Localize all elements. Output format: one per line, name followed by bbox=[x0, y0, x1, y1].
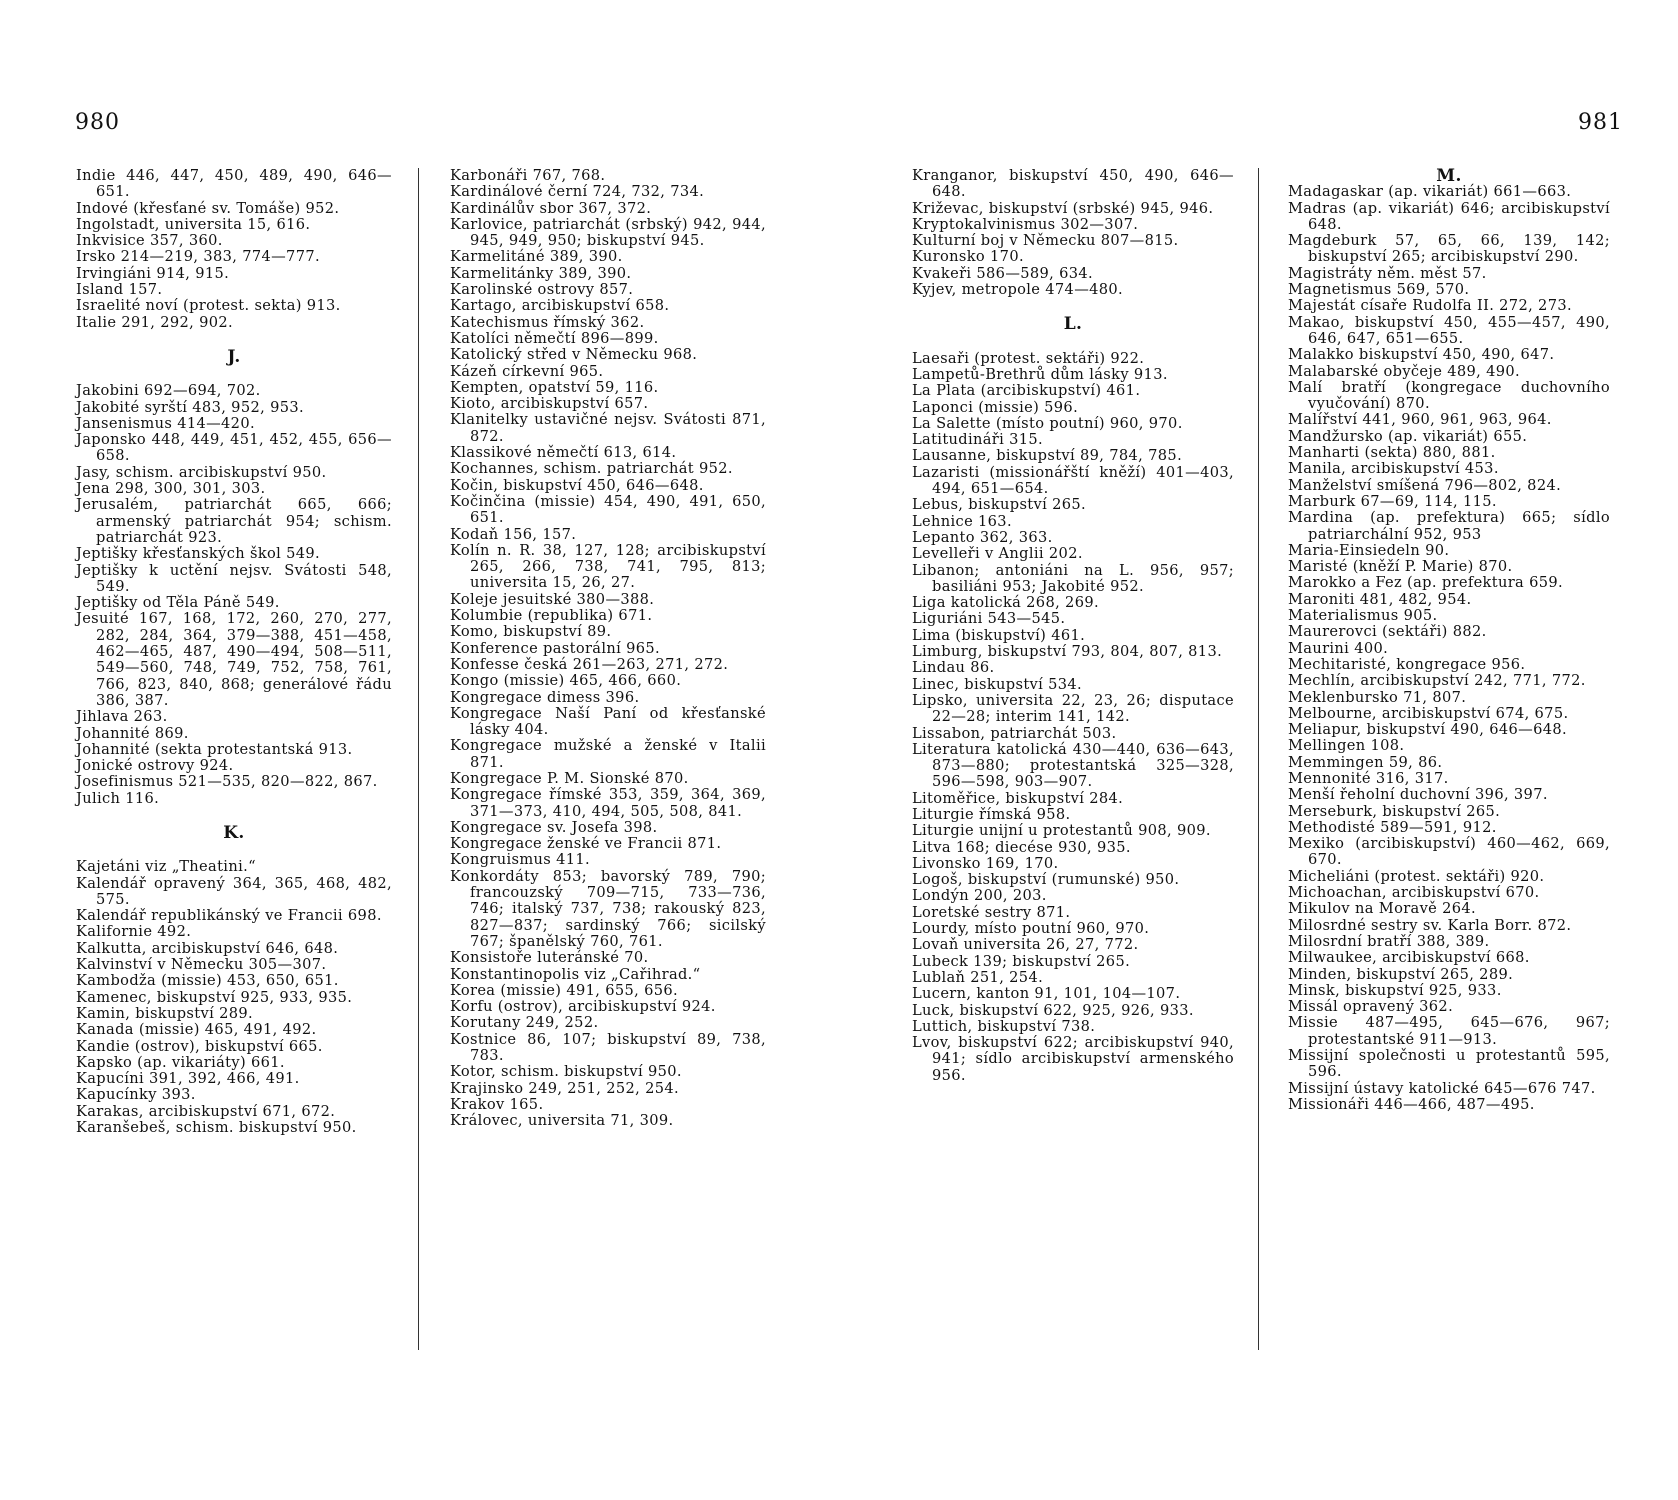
index-entry: Liga katolická 268, 269. bbox=[912, 594, 1099, 612]
index-entry: Magdeburk 57, 65, 66, 139, 142; biskupství 265; arcibiskupství 290. bbox=[1288, 232, 1610, 266]
page-number-right: 981 bbox=[1578, 110, 1623, 135]
index-entry: Kamin, biskupství 289. bbox=[76, 1004, 253, 1022]
index-entry: Indové (křesťané sv. Tomáše) 952. bbox=[76, 199, 340, 217]
index-entry: Lindau 86. bbox=[912, 659, 995, 677]
index-entry: Loretské sestry 871. bbox=[912, 903, 1071, 921]
index-entry: Merseburk, biskupství 265. bbox=[1288, 802, 1501, 820]
index-entry: Kempten, opatství 59, 116. bbox=[450, 378, 659, 396]
index-entry: Methodisté 589—591, 912. bbox=[1288, 818, 1497, 836]
index-entry: Johannité 869. bbox=[76, 724, 189, 742]
index-entry: Minsk, biskupství 925, 933. bbox=[1288, 981, 1502, 999]
index-entry: Konfesse česká 261—263, 271, 272. bbox=[450, 655, 729, 673]
index-entry: Kulturní boj v Německu 807—815. bbox=[912, 232, 1179, 250]
index-entry: Kochannes, schism. patriarchát 952. bbox=[450, 460, 733, 478]
index-entry: Luck, biskupství 622, 925, 926, 933. bbox=[912, 1001, 1194, 1019]
index-entry: Logoš, biskupství (rumunské) 950. bbox=[912, 871, 1180, 889]
index-entry: Manharti (sekta) 880, 881. bbox=[1288, 444, 1496, 462]
index-entry: Kambodža (missie) 453, 650, 651. bbox=[76, 972, 339, 990]
index-entry: Kongruismus 411. bbox=[450, 851, 591, 869]
index-entry: Kalendář opravený 364, 365, 468, 482, 575. bbox=[76, 874, 392, 908]
index-entry: Maurini 400. bbox=[1288, 639, 1389, 657]
index-entry: Liguriáni 543—545. bbox=[912, 610, 1066, 628]
index-entry: Križevac, biskupství (srbské) 945, 946. bbox=[912, 199, 1214, 217]
index-entry: Maroniti 481, 482, 954. bbox=[1288, 590, 1472, 608]
index-entry: Milosrdné sestry sv. Karla Borr. 872. bbox=[1288, 916, 1572, 934]
index-entry: Kajetáni viz „Theatini.“ bbox=[76, 858, 256, 876]
index-entry: Kalkutta, arcibiskupství 646, 648. bbox=[76, 939, 339, 957]
index-entry: Magnetismus 569, 570. bbox=[1288, 281, 1470, 299]
index-entry: Jena 298, 300, 301, 303. bbox=[76, 480, 266, 498]
index-entry: Kuronsko 170. bbox=[912, 248, 1024, 266]
index-entry: Karolinské ostrovy 857. bbox=[450, 281, 634, 299]
page-number-left: 980 bbox=[75, 110, 120, 135]
index-entry: Karmelitánky 389, 390. bbox=[450, 264, 632, 282]
index-entry: Kongregace P. M. Sionské 870. bbox=[450, 769, 689, 787]
index-entry: Lipsko, universita 22, 23, 26; disputace 22—28; interim 141, 142. bbox=[912, 691, 1234, 726]
index-entry: Jakobini 692—694, 702. bbox=[76, 382, 261, 400]
index-entry: Malí bratří (kongregace duchovního vyučování) 870. bbox=[1288, 378, 1610, 413]
index-entry: Kongo (missie) 465, 466, 660. bbox=[450, 672, 682, 690]
index-entry: Missál opravený 362. bbox=[1288, 998, 1454, 1016]
index-entry: Limburg, biskupství 793, 804, 807, 813. bbox=[912, 643, 1223, 661]
index-entry: Jeptišky křesťanských škol 549. bbox=[76, 545, 321, 563]
index-entry: Jasy, schism. arcibiskupství 950. bbox=[76, 463, 327, 481]
index-entry: La Plata (arcibiskupství) 461. bbox=[912, 382, 1141, 400]
index-entry: Missie 487—495, 645—676, 967; protestantské 911—913. bbox=[1288, 1014, 1610, 1048]
index-entry: Lima (biskupství) 461. bbox=[912, 626, 1086, 644]
index-entry: Lucern, kanton 91, 101, 104—107. bbox=[912, 985, 1181, 1003]
index-entry: Melbourne, arcibiskupství 674, 675. bbox=[1288, 704, 1569, 722]
index-entry: Levelleři v Anglii 202. bbox=[912, 545, 1083, 563]
index-entry: Marburk 67—69, 114, 115. bbox=[1288, 492, 1497, 510]
index-entry: Manželství smíšená 796—802, 824. bbox=[1288, 476, 1562, 494]
index-entry: Kalvinství v Německu 305—307. bbox=[76, 956, 327, 974]
index-entry: Kryptokalvinismus 302—307. bbox=[912, 215, 1139, 233]
index-entry: Josefinismus 521—535, 820—822, 867. bbox=[76, 773, 378, 791]
index-entry: Magistráty něm. měst 57. bbox=[1288, 264, 1487, 282]
index-entry: Materialismus 905. bbox=[1288, 607, 1438, 625]
index-entry: Královec, universita 71, 309. bbox=[450, 1112, 674, 1130]
index-entry: Litva 168; diecése 930, 935. bbox=[912, 838, 1131, 856]
index-entry: Lepanto 362, 363. bbox=[912, 528, 1053, 546]
index-entry: Micheliáni (protest. sektáři) 920. bbox=[1288, 867, 1545, 885]
index-entry: Kongregace římské 353, 359, 364, 369, 371—373, 410, 494, 505, 508, 841. bbox=[450, 786, 766, 820]
index-entry: Kolumbie (republika) 671. bbox=[450, 607, 653, 625]
index-entry: Kamenec, biskupství 925, 933, 935. bbox=[76, 988, 353, 1006]
index-entry: Kongregace Naší Paní od křesťanské lásky 404. bbox=[450, 704, 766, 739]
index-entry: Italie 291, 292, 902. bbox=[76, 313, 234, 331]
index-entry: Katechismus římský 362. bbox=[450, 313, 645, 331]
index-entry: Lazaristi (missionářští kněží) 401—403, 494, 651—654. bbox=[912, 463, 1234, 498]
index-entry: Island 157. bbox=[76, 281, 163, 299]
index-entry: Memmingen 59, 86. bbox=[1288, 753, 1443, 771]
index-entry: Luttich, biskupství 738. bbox=[912, 1017, 1096, 1035]
index-entry: Karanšebeš, schism. biskupství 950. bbox=[76, 1119, 357, 1137]
section-letter-heading: L. bbox=[1063, 314, 1083, 335]
index-entry: Londýn 200, 203. bbox=[912, 887, 1047, 905]
index-entry: Latitudináři 315. bbox=[912, 431, 1044, 449]
index-entry: Kázeň církevní 965. bbox=[450, 362, 604, 380]
index-entry: Komo, biskupství 89. bbox=[450, 623, 612, 641]
index-entry: Lausanne, biskupství 89, 784, 785. bbox=[912, 447, 1183, 465]
index-entry: Lovaň universita 26, 27, 772. bbox=[912, 936, 1139, 954]
index-entry: Missijní ústavy katolické 645—676 747. bbox=[1288, 1079, 1596, 1097]
index-entry: Lourdy, místo poutní 960, 970. bbox=[912, 920, 1150, 938]
index-entry: Minden, biskupství 265, 289. bbox=[1288, 965, 1514, 983]
index-entry: Konsistoře luteránské 70. bbox=[450, 949, 649, 967]
index-entry: Madagaskar (ap. vikariát) 661—663. bbox=[1288, 183, 1572, 201]
index-entry: Milwaukee, arcibiskupství 668. bbox=[1288, 949, 1530, 967]
index-entry: Irvingiáni 914, 915. bbox=[76, 264, 230, 282]
index-entry: Majestát císaře Rudolfa II. 272, 273. bbox=[1288, 297, 1572, 315]
index-entry: Linec, biskupství 534. bbox=[912, 675, 1083, 693]
index-entry: Malabarské obyčeje 489, 490. bbox=[1288, 362, 1521, 380]
column-divider-left bbox=[418, 168, 419, 1350]
index-entry: Missionáři 446—466, 487—495. bbox=[1288, 1095, 1535, 1113]
index-entry: Korea (missie) 491, 655, 656. bbox=[450, 981, 678, 999]
index-entry: Japonsko 448, 449, 451, 452, 455, 656—658. bbox=[76, 431, 392, 465]
index-entry: Karlovice, patriarchát (srbský) 942, 944, 945, 949, 950; biskupství 945. bbox=[450, 215, 766, 250]
index-entry: Mechitaristé, kongregace 956. bbox=[1288, 655, 1526, 673]
index-entry: Mennonité 316, 317. bbox=[1288, 769, 1449, 787]
index-entry: Kardinálové černí 724, 732, 734. bbox=[450, 183, 705, 201]
index-entry: Lehnice 163. bbox=[912, 512, 1012, 530]
index-entry: Meliapur, biskupství 490, 646—648. bbox=[1288, 721, 1567, 739]
index-entry: Kvakeři 586—589, 634. bbox=[912, 264, 1094, 282]
index-entry: Krajinsko 249, 251, 252, 254. bbox=[450, 1079, 679, 1097]
index-entry: Julich 116. bbox=[76, 789, 160, 807]
index-entry: Krakov 165. bbox=[450, 1095, 544, 1113]
index-column-2 bbox=[450, 168, 766, 1130]
index-entry: Kodaň 156, 157. bbox=[450, 525, 577, 543]
index-entry: Liturgie unijní u protestantů 908, 909. bbox=[912, 822, 1211, 840]
index-entry: Laponci (missie) 596. bbox=[912, 398, 1079, 416]
index-entry: Katolický střed v Německu 968. bbox=[450, 346, 698, 364]
index-entry: Kongregace sv. Josefa 398. bbox=[450, 818, 658, 836]
index-entry: Jonické ostrovy 924. bbox=[76, 757, 234, 775]
section-letter-heading: J. bbox=[227, 346, 241, 367]
index-entry: Ingolstadt, universita 15, 616. bbox=[76, 215, 311, 233]
column-divider-right bbox=[1258, 168, 1259, 1350]
index-entry: La Salette (místo poutní) 960, 970. bbox=[912, 414, 1183, 432]
index-entry: Kongregace dimess 396. bbox=[450, 688, 640, 706]
index-entry: Kapsko (ap. vikariáty) 661. bbox=[76, 1053, 285, 1071]
index-entry: Jansenismus 414—420. bbox=[76, 414, 255, 432]
index-entry: Marokko a Fez (ap. prefektura 659. bbox=[1288, 574, 1563, 592]
index-entry: Laesaři (protest. sektáři) 922. bbox=[912, 349, 1145, 367]
index-entry: Jakobité syrští 483, 952, 953. bbox=[76, 398, 304, 416]
index-entry: Johannité (sekta protestantská 913. bbox=[76, 740, 353, 758]
index-entry: Lebus, biskupství 265. bbox=[912, 496, 1087, 514]
index-entry: Kandie (ostrov), biskupství 665. bbox=[76, 1037, 323, 1055]
index-column-4 bbox=[1288, 168, 1610, 1113]
index-entry: Kyjev, metropole 474—480. bbox=[912, 281, 1124, 299]
section-letter-heading: M. bbox=[1436, 166, 1462, 186]
index-entry: Maria-Einsiedeln 90. bbox=[1288, 541, 1450, 559]
index-entry: Karakas, arcibiskupství 671, 672. bbox=[76, 1102, 336, 1120]
index-entry: Livonsko 169, 170. bbox=[912, 854, 1059, 872]
index-entry: Israelité noví (protest. sekta) 913. bbox=[76, 297, 341, 315]
index-entry: Kolín n. R. 38, 127, 128; arcibiskupství 265, 266, 738, 741, 795, 813; universita 15, 26, 27. bbox=[450, 541, 766, 592]
index-entry: Kartago, arcibiskupství 658. bbox=[450, 297, 670, 315]
index-entry: Kapucínky 393. bbox=[76, 1086, 196, 1104]
index-entry: Kongregace mužské a ženské v Italii 871. bbox=[450, 737, 766, 771]
index-entry: Malířství 441, 960, 961, 963, 964. bbox=[1288, 411, 1552, 429]
index-entry: Karmelitáné 389, 390. bbox=[450, 248, 623, 266]
index-entry: Menší řeholní duchovní 396, 397. bbox=[1288, 786, 1548, 804]
index-entry: Irsko 214—219, 383, 774—777. bbox=[76, 248, 320, 266]
index-entry: Literatura katolická 430—440, 636—643, 873—880; protestantská 325—328, 596—598, 903—907. bbox=[912, 740, 1234, 791]
index-entry: Manila, arcibiskupství 453. bbox=[1288, 460, 1499, 478]
index-entry: Lubeck 139; biskupství 265. bbox=[912, 952, 1131, 970]
index-entry: Kočinčina (missie) 454, 490, 491, 650, 651. bbox=[450, 492, 766, 527]
index-entry: Lvov, biskupství 622; arcibiskupství 940, 941; sídlo arcibiskupství armenského 956. bbox=[912, 1034, 1234, 1084]
index-entry: Jesuité 167, 168, 172, 260, 270, 277, 282, 284, 364, 379—388, 451—458, 462—465, 487, 490—494, 508—511, 549—560, 748, 749, 752, 758, 761, 766, 823, 840, 868; generálové řádu 386, 387. bbox=[76, 610, 392, 709]
index-entry: Mellingen 108. bbox=[1288, 737, 1405, 755]
index-entry: Konkordáty 853; bavorský 789, 790; francouzský 709—715, 733—736, 746; italský 737, 738; rakouský 823, 827—837; sardinský 766; sicilský 767; španělský 760, 761. bbox=[450, 867, 766, 950]
index-entry: Mandžursko (ap. vikariát) 655. bbox=[1288, 427, 1528, 445]
index-entry: Kočin, biskupství 450, 646—648. bbox=[450, 476, 704, 494]
index-column-3 bbox=[912, 168, 1234, 1084]
index-entry: Meklenbursko 71, 807. bbox=[1288, 688, 1467, 706]
index-entry: Maurerovci (sektáři) 882. bbox=[1288, 623, 1487, 641]
index-entry: Madras (ap. vikariát) 646; arcibiskupství 648. bbox=[1288, 199, 1610, 233]
index-entry: Inkvisice 357, 360. bbox=[76, 232, 223, 250]
index-entry: Mechlín, arcibiskupství 242, 771, 772. bbox=[1288, 672, 1586, 690]
index-entry: Kardinálův sbor 367, 372. bbox=[450, 199, 652, 217]
index-entry: Maristé (kněží P. Marie) 870. bbox=[1288, 558, 1513, 576]
index-entry: Klanitelky ustavičné nejsv. Svátosti 871, 872. bbox=[450, 411, 766, 445]
index-entry: Klassikové němečtí 613, 614. bbox=[450, 444, 677, 462]
index-entry: Kranganor, biskupství 450, 490, 646—648. bbox=[912, 167, 1234, 201]
index-entry: Jeptišky k uctění nejsv. Svátosti 548, 549. bbox=[76, 561, 392, 595]
index-entry: Kostnice 86, 107; biskupství 89, 738, 783. bbox=[450, 1030, 766, 1065]
index-entry: Konference pastorální 965. bbox=[450, 639, 661, 657]
index-entry: Libanon; antoniáni na L. 956, 957; basiliáni 953; Jakobité 952. bbox=[912, 561, 1234, 595]
index-entry: Makao, biskupství 450, 455—457, 490, 646, 647, 651—655. bbox=[1288, 313, 1610, 347]
index-entry: Kioto, arcibiskupství 657. bbox=[450, 395, 649, 413]
index-entry: Missijní společnosti u protestantů 595, 596. bbox=[1288, 1047, 1610, 1081]
index-entry: Karbonáři 767, 768. bbox=[450, 167, 606, 184]
index-entry: Kotor, schism. biskupství 950. bbox=[450, 1063, 682, 1081]
index-entry: Korfu (ostrov), arcibiskupství 924. bbox=[450, 998, 716, 1016]
index-entry: Kalendář republikánský ve Francii 698. bbox=[76, 907, 382, 925]
index-entry: Mikulov na Moravě 264. bbox=[1288, 900, 1477, 918]
index-entry: Lampetů-Brethrů dům lásky 913. bbox=[912, 365, 1168, 383]
index-entry: Milosrdní bratří 388, 389. bbox=[1288, 932, 1490, 950]
index-entry: Jeptišky od Těla Páně 549. bbox=[76, 594, 280, 612]
index-entry: Korutany 249, 252. bbox=[450, 1014, 599, 1032]
index-entry: Jerusalém, patriarchát 665, 666; armenský patriarchát 954; schism. patriarchát 923. bbox=[76, 496, 392, 546]
index-entry: Lissabon, patriarchát 503. bbox=[912, 724, 1117, 742]
section-letter-heading: K. bbox=[223, 822, 245, 843]
index-entry: Litoměřice, biskupství 284. bbox=[912, 789, 1124, 807]
index-entry: Indie 446, 447, 450, 489, 490, 646—651. bbox=[76, 167, 392, 201]
index-entry: Jihlava 263. bbox=[76, 708, 168, 726]
index-entry: Lublaň 251, 254. bbox=[912, 968, 1044, 986]
index-entry: Konstantinopolis viz „Cařihrad.“ bbox=[450, 965, 701, 983]
index-entry: Kalifornie 492. bbox=[76, 923, 192, 941]
index-entry: Liturgie římská 958. bbox=[912, 805, 1071, 823]
index-entry: Kapucíni 391, 392, 466, 491. bbox=[76, 1070, 300, 1088]
index-entry: Kanada (missie) 465, 491, 492. bbox=[76, 1021, 317, 1039]
index-entry: Michoachan, arcibiskupství 670. bbox=[1288, 884, 1540, 902]
index-entry: Malakko biskupství 450, 490, 647. bbox=[1288, 346, 1555, 364]
index-entry: Katolíci němečtí 896—899. bbox=[450, 329, 659, 347]
index-column-1 bbox=[76, 168, 392, 1136]
index-entry: Koleje jesuitské 380—388. bbox=[450, 590, 655, 608]
index-entry: Kongregace ženské ve Francii 871. bbox=[450, 835, 722, 853]
index-entry: Mexiko (arcibiskupství) 460—462, 669, 670. bbox=[1288, 835, 1610, 869]
index-entry: Mardina (ap. prefektura) 665; sídlo patriarchální 952, 953 bbox=[1288, 509, 1610, 543]
